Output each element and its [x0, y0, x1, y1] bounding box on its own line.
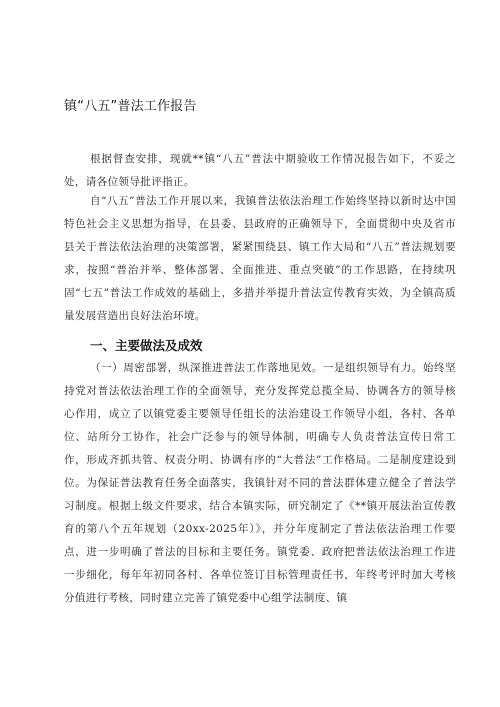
- intro-paragraph: 根据督查安排，现就**镇“八五”普法中期验收工作情况报告如下，不妥之处，请各位领导批评指正。: [64, 153, 456, 188]
- section-heading: 一、主要做法及成效: [90, 338, 203, 353]
- overview-paragraph: 自“八五”普法工作开展以来，我镇普法依法治理工作始终坚持以新时达中国特色社会主义思想为指导，在县委、县政府的正确领导下，全面贯彻中央及省市县关于普法依法治理的决策部署，紧紧围绕县、镇工作大局和“八五”普法规划要求，按照“普治并举、整体部署、全面推进、重点突破”的工作思路，在持续巩固“七五”普法工作成效的基础上，多措并举提升普法宣传教育实效，为全镇高质量发展营造出良好法治环境。: [64, 195, 456, 322]
- section-paragraph: （一）周密部署，纵深推进普法工作落地见效。一是组织领导有力。始终坚持党对普法依法治理工作的全面领导，充分发挥党总揽全局、协调各方的领导核心作用，成立了以镇党委主要领导任组长的法治建设工作领导小组，各村、各单位、站所分工协作，社会广泛参与的领导体制，明确专人负责普法宣传日常工作，形成齐抓共管、权责分明、协调有序的“大普法”工作格局。二是制度建设到位。为保证普法教育任务全面落实，我镇针对不同的普法群体建立健全了普法学习制度。根据上级文件要求，结合本镇实际，研究制定了《**镇开展法治宣传教育的第八个五年规划（20xx-2025年）》，并分年度制定了普法依法治理工作要点，进一步明确了普法的目标和主要任务。镇党委、政府把普法依法治理工作进一步细化，每年年初同各村、各单位签订目标管理责任书，年终考评时加大考核分值进行考核，同时建立完善了镇党委中心组学法制度、镇: [64, 362, 456, 604]
- document-title: 镇“八五”普法工作报告: [64, 99, 197, 114]
